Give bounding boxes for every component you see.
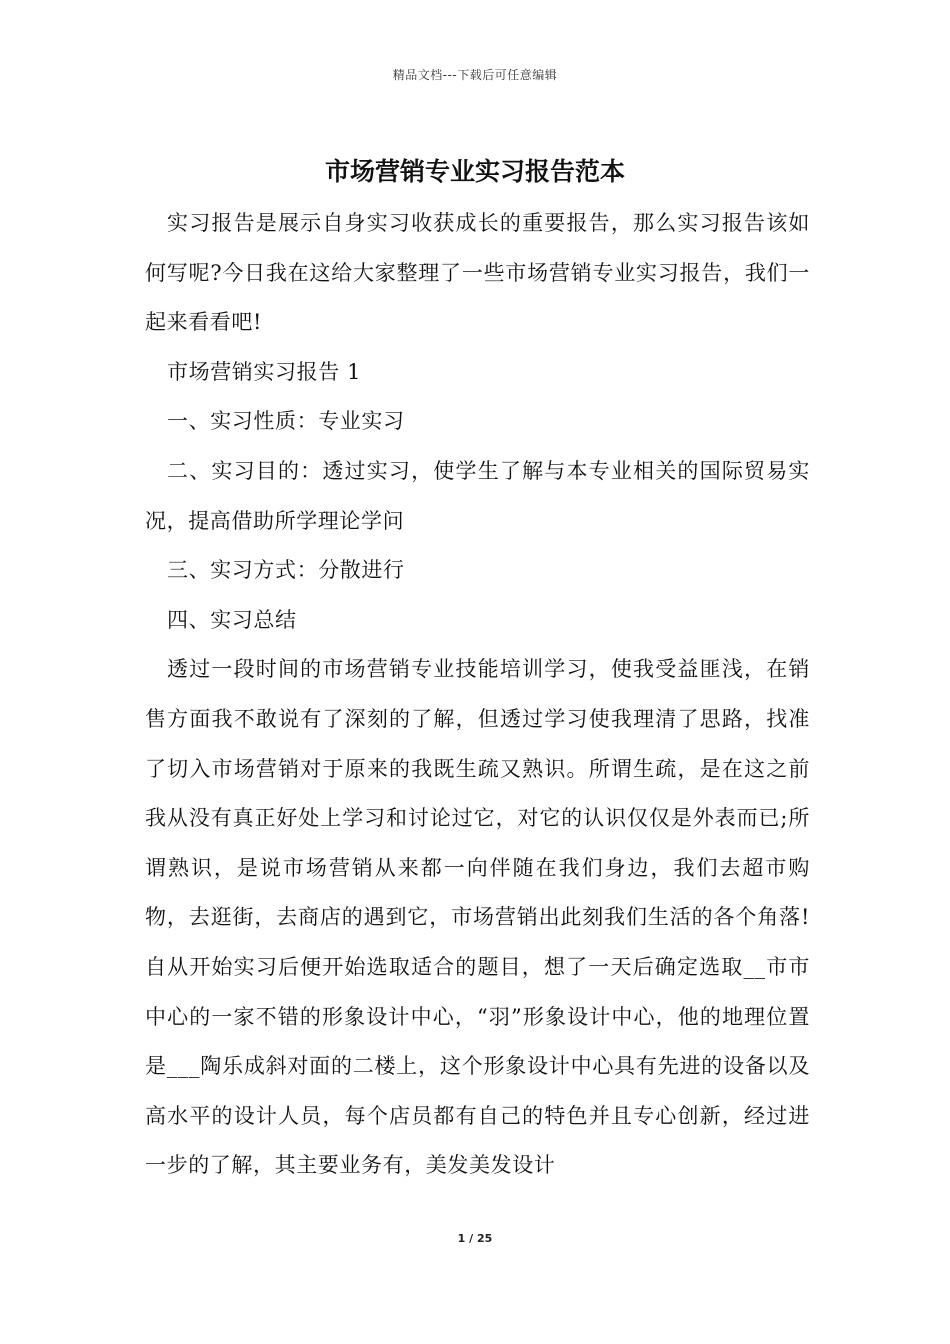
section-heading: 市场营销实习报告 1 [167, 359, 362, 384]
page-indicator: 1 / 25 [457, 1232, 493, 1245]
summary-paragraph: 透过一段时间的市场营销专业技能培训学习，使我受益匪浅，在销售方面我不敢说有了深刻的了解，但透过学习使我理清了思路，找准了切入市场营销对于原来的我既生疏又熟识。所谓生疏，是在这之前我从没有真正好处上学习和讨论过它，对它的认识仅仅是外表而已;所谓熟识，是说市场营销从来都一向伴随在我们身边，我们去超市购物，去逛街，去商店的遇到它，市场营销出此刻我们生活的各个角落!自从开始实习后便开始选取适合的题目，想了一天后确定选取__市市中心的一家不错的形象设计中心，“羽”形象设计中心，他的地理位置是___陶乐成斜对面的二楼上，这个形象设计中心具有先进的设备以及高水平的设计人员，每个店员都有自己的特色并且专心创新，经过进一步的了解，其主要业务有，美发美发设计 [145, 657, 810, 1178]
list-item: 二、实习目的：透过实习，使学生了解与本专业相关的国际贸易实况，提高借助所学理论学问 [145, 458, 810, 533]
page-header: 精品文档---下载后可任意编辑 [392, 68, 558, 82]
list-item: 四、实习总结 [167, 607, 297, 632]
list-item: 一、实习性质：专业实习 [167, 409, 405, 434]
list-item: 三、实习方式：分散进行 [167, 558, 405, 583]
intro-paragraph: 实习报告是展示自身实习收获成长的重要报告，那么实习报告该如何写呢?今日我在这给大家整理了一些市场营销专业实习报告，我们一起来看看吧! [145, 211, 810, 335]
document-title: 市场营销专业实习报告范本 [324, 157, 625, 186]
document-body [145, 199, 810, 1191]
